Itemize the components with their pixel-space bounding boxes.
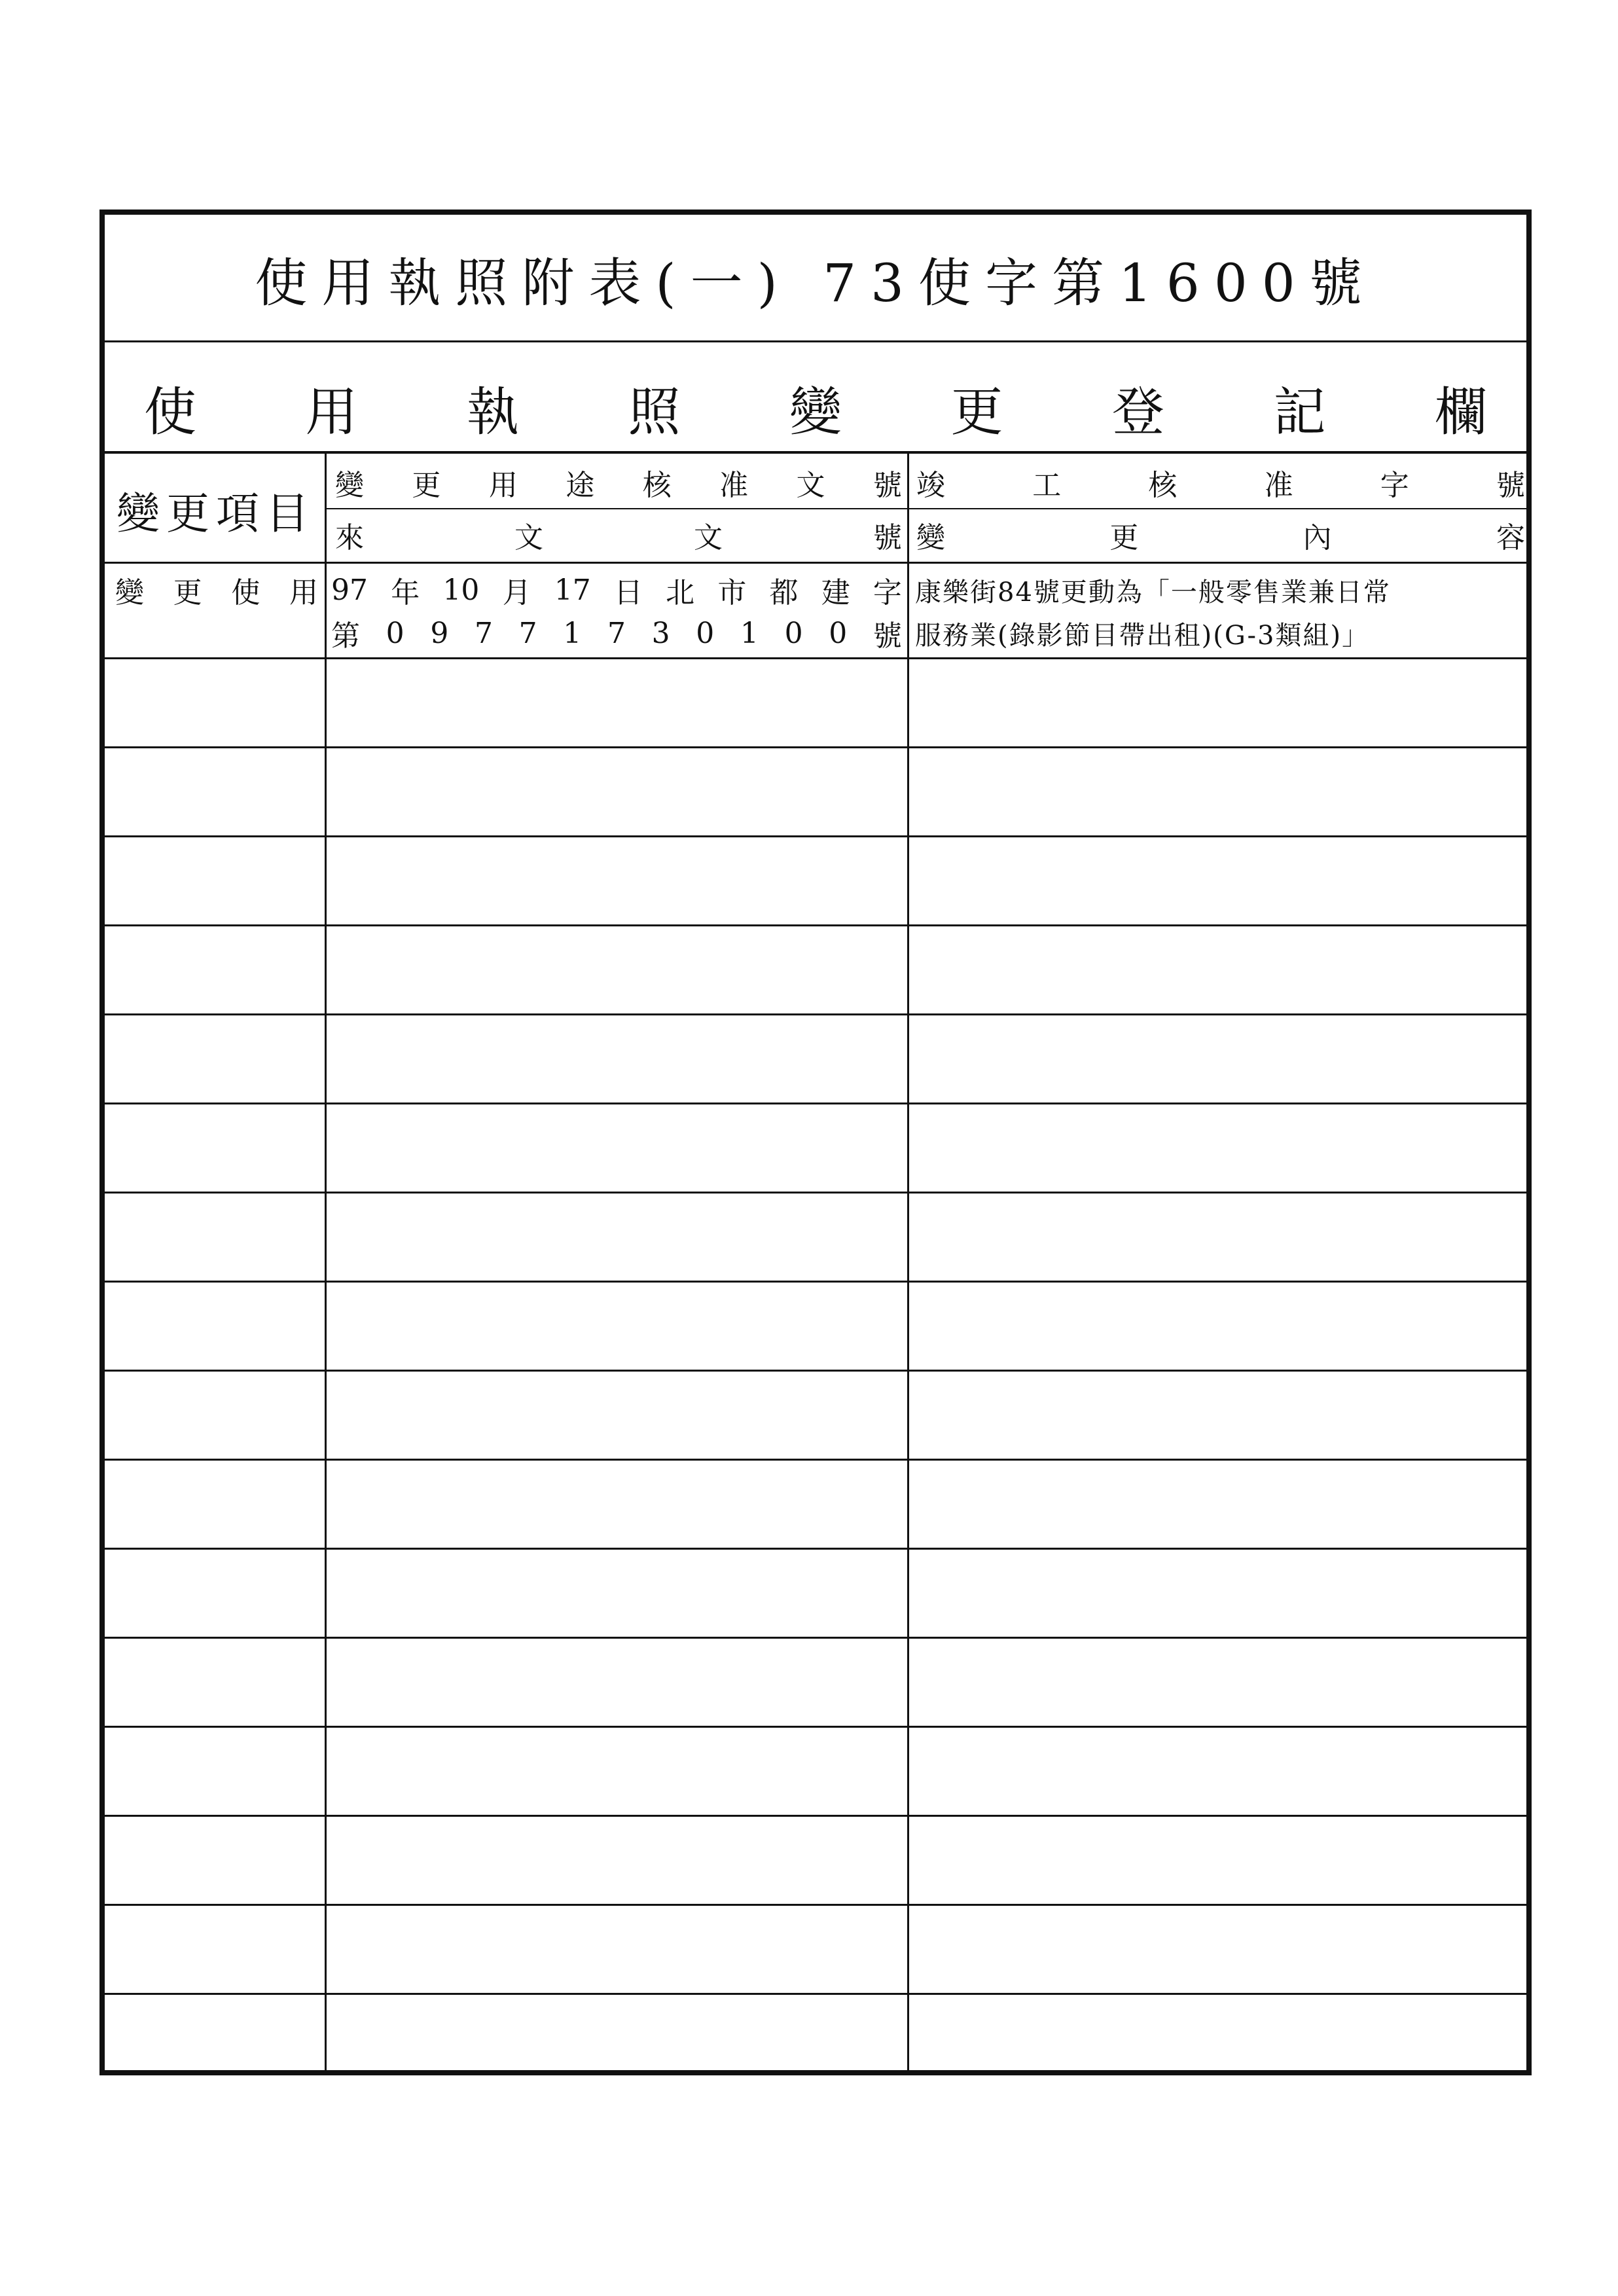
header-char: 文 [514,521,543,555]
subtitle-char: 用 [305,382,358,443]
row-divider [105,835,1526,837]
entry-char: 市 [717,576,747,610]
row-divider [105,1815,1526,1817]
entry-doc-number-line1 [331,568,902,611]
entry-char: 0 [386,616,404,650]
entry-char: 9 [430,616,449,650]
header-char: 更 [1109,521,1139,555]
entry-char: 0 [696,616,715,650]
header-char: 工 [1032,469,1062,502]
header-bottom-divider [105,562,1526,564]
subtitle-char: 更 [950,382,1003,443]
entry-char: 17 [554,573,591,607]
entry-char: 3 [651,616,670,650]
header-char: 來 [335,521,364,555]
header-char: 途 [566,469,595,502]
row-divider [105,1459,1526,1461]
entry-content-text: 服務業(錄影節目帶出租)(G-3類組)」 [915,620,1370,651]
header-char: 號 [1496,469,1525,502]
entry-char: 北 [666,576,695,610]
header-char: 核 [1148,469,1178,502]
subtitle-char: 欄 [1435,382,1487,443]
entry-char: 變 [115,576,144,610]
entry-char: 7 [518,616,537,650]
subtitle-char: 執 [467,382,519,443]
row-divider [105,1904,1526,1906]
header-char: 變 [916,521,945,555]
entry-char: 1 [740,616,759,650]
subtitle-char: 登 [1112,382,1164,443]
header-char: 號 [872,469,902,502]
column-divider-right [907,454,909,2070]
header-char: 號 [873,521,902,555]
entry-char: 都 [769,576,799,610]
entry-char: 1 [563,616,582,650]
row-divider [105,1192,1526,1194]
header-char: 更 [412,469,441,502]
header-char: 核 [642,469,672,502]
entry-char: 0 [829,616,848,650]
subtitle-char: 記 [1273,382,1326,443]
entry-char: 年 [391,576,420,610]
completion-approval-number-header [916,460,1525,505]
header-char: 准 [719,469,749,502]
change-content-header [916,513,1525,557]
row-divider [105,1370,1526,1372]
subtitle-row [105,342,1526,454]
entry-char: 第 [331,619,360,653]
row-divider [105,1993,1526,1995]
header-char: 竣 [916,469,945,502]
header-char: 內 [1303,521,1332,555]
entry-char: 97 [331,573,368,607]
title-row [105,215,1526,342]
header-inner-divider [325,508,1526,509]
entry-char: 字 [872,576,902,610]
entry-char: 7 [474,616,493,650]
entry-char: 日 [613,576,643,610]
approval-doc-number-header [335,460,902,505]
header-char: 容 [1496,521,1525,555]
entry-char: 用 [289,576,318,610]
header-char: 准 [1264,469,1293,502]
entry-char: 更 [173,576,202,610]
form-title: 使用執照附表(一) 73使字第1600號 [255,253,1376,314]
header-char: 變 [335,469,364,502]
license-form-frame [99,210,1532,2075]
entry-char: 7 [607,616,626,650]
row-divider [105,1726,1526,1728]
entry-change-content-line1 [915,568,1528,611]
row-divider [105,1548,1526,1550]
header-char: 文 [694,521,723,555]
row-divider [105,924,1526,926]
row-divider [105,746,1526,748]
form-subtitle [144,370,1487,443]
row-divider [105,657,1526,659]
header-char: 用 [488,469,518,502]
row-divider [105,1637,1526,1639]
entry-doc-number-line2 [331,611,902,655]
entry-char: 建 [821,576,850,610]
entry-change-item [115,568,318,611]
header-char: 字 [1380,469,1409,502]
entry-char: 月 [502,576,531,610]
entry-char: 號 [872,619,902,653]
row-divider [105,1013,1526,1015]
change-item-header: 變更項目 [117,488,315,539]
column-divider-left [325,454,327,2070]
entry-change-content-line2 [915,611,1528,655]
subtitle-char: 照 [628,382,681,443]
row-divider [105,1281,1526,1283]
row-divider [105,1102,1526,1104]
entry-content-text: 康樂街84號更動為「一般零售業兼日常 [915,577,1391,608]
subtitle-char: 使 [144,382,196,443]
subtitle-char: 變 [789,382,842,443]
entry-char: 0 [784,616,803,650]
header-char: 文 [796,469,825,502]
incoming-doc-number-header [335,513,902,557]
entry-char: 使 [231,576,261,610]
entry-char: 10 [442,573,480,607]
